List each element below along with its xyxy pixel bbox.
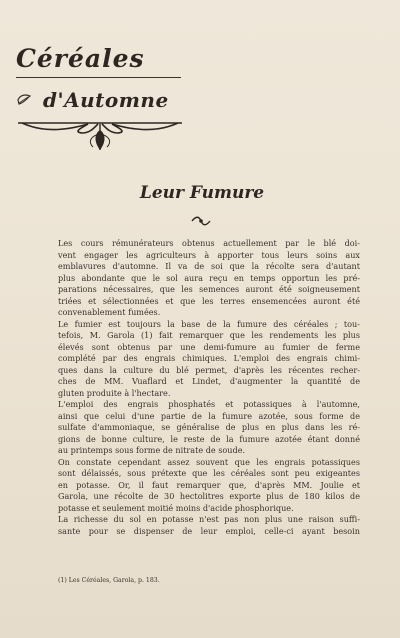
leaf-ornament-icon bbox=[16, 93, 32, 107]
decorative-scroll-icon bbox=[16, 120, 184, 154]
text-line: La richesse du sol en potasse n'est pas non plus une raison suffi- bbox=[58, 514, 360, 524]
text-line: ainsi que celui d'une partie de la fumure azotée, sous forme de bbox=[58, 410, 360, 421]
fleuron-icon bbox=[190, 215, 212, 227]
article-heading-text: Leur Fumure bbox=[139, 183, 265, 203]
footnote: (1) Les Céréales, Garola, p. 183. bbox=[58, 577, 160, 584]
text-line: sont délaissés, sous prétexte que les céréales sont peu exigeantes bbox=[58, 468, 360, 478]
text-line: plus abondante que le sol aura reçu en temps opportun les pré- bbox=[58, 272, 360, 283]
text-line: Les cours rémunérateurs obtenus actuellement par le blé doi- bbox=[58, 238, 360, 248]
text-line: au printemps sous forme de nitrate de soude. bbox=[58, 445, 246, 455]
page-subtitle: d'Automne bbox=[43, 88, 169, 112]
text-line: convenablement fumées. bbox=[58, 307, 161, 317]
title-rule bbox=[16, 77, 181, 78]
text-line: vent engager les agriculteurs à apporter tous leurs soins aux bbox=[58, 249, 360, 260]
text-line: emblavures d'automne. Il va de soi que la récolte sera d'autant bbox=[58, 261, 360, 271]
text-line: tefois, M. Garola (1) fait remarquer que les rendements les plus bbox=[58, 330, 360, 340]
article-heading bbox=[0, 183, 400, 203]
text-line: complété par des engrais chimiques. L'emploi des engrais chimi- bbox=[58, 353, 360, 363]
text-line: triées et sélectionnées et que les terres ensemencées auront été bbox=[58, 295, 360, 306]
text-line: ches de MM. Vuaflard et Lindet, d'augmenter la quantité de bbox=[58, 376, 360, 386]
text-line: en potasse. Or, il faut remarquer que, d'après MM. Joulie et bbox=[58, 479, 360, 490]
text-line: Le fumier est toujours la base de la fumure des céréales ; tou- bbox=[58, 318, 360, 329]
page-title: Céréales bbox=[16, 44, 145, 73]
text-line: potasse et seulement moitié moins d'acide phosphorique. bbox=[58, 502, 294, 513]
text-line: gions de bonne culture, le reste de la fumure azotée étant donné bbox=[58, 433, 360, 444]
text-line: Garola, une récolte de 30 hectolitres exporte plus de 180 kilos de bbox=[58, 491, 360, 501]
text-line: gluten produite à l'hectare. bbox=[58, 387, 171, 398]
text-line: ques dans la culture du blé permet, d'après les récentes recher- bbox=[58, 364, 360, 375]
text-line: parations nécessaires, que les semences auront été soigneusement bbox=[58, 284, 360, 294]
article-body bbox=[58, 238, 360, 537]
text-line: élevés sont obtenus par une demi-fumure au fumier de ferme bbox=[58, 341, 360, 352]
text-line: sulfate d'ammoniaque, se généralise de plus en plus dans les ré- bbox=[58, 422, 360, 432]
text-line: sante pour se dispenser de leur emploi, celle-ci ayant besoin bbox=[58, 525, 360, 536]
text-line: On constate cependant assez souvent que les engrais potassiques bbox=[58, 456, 360, 467]
text-line: L'emploi des engrais phosphatés et potassiques à l'automne, bbox=[58, 399, 360, 409]
